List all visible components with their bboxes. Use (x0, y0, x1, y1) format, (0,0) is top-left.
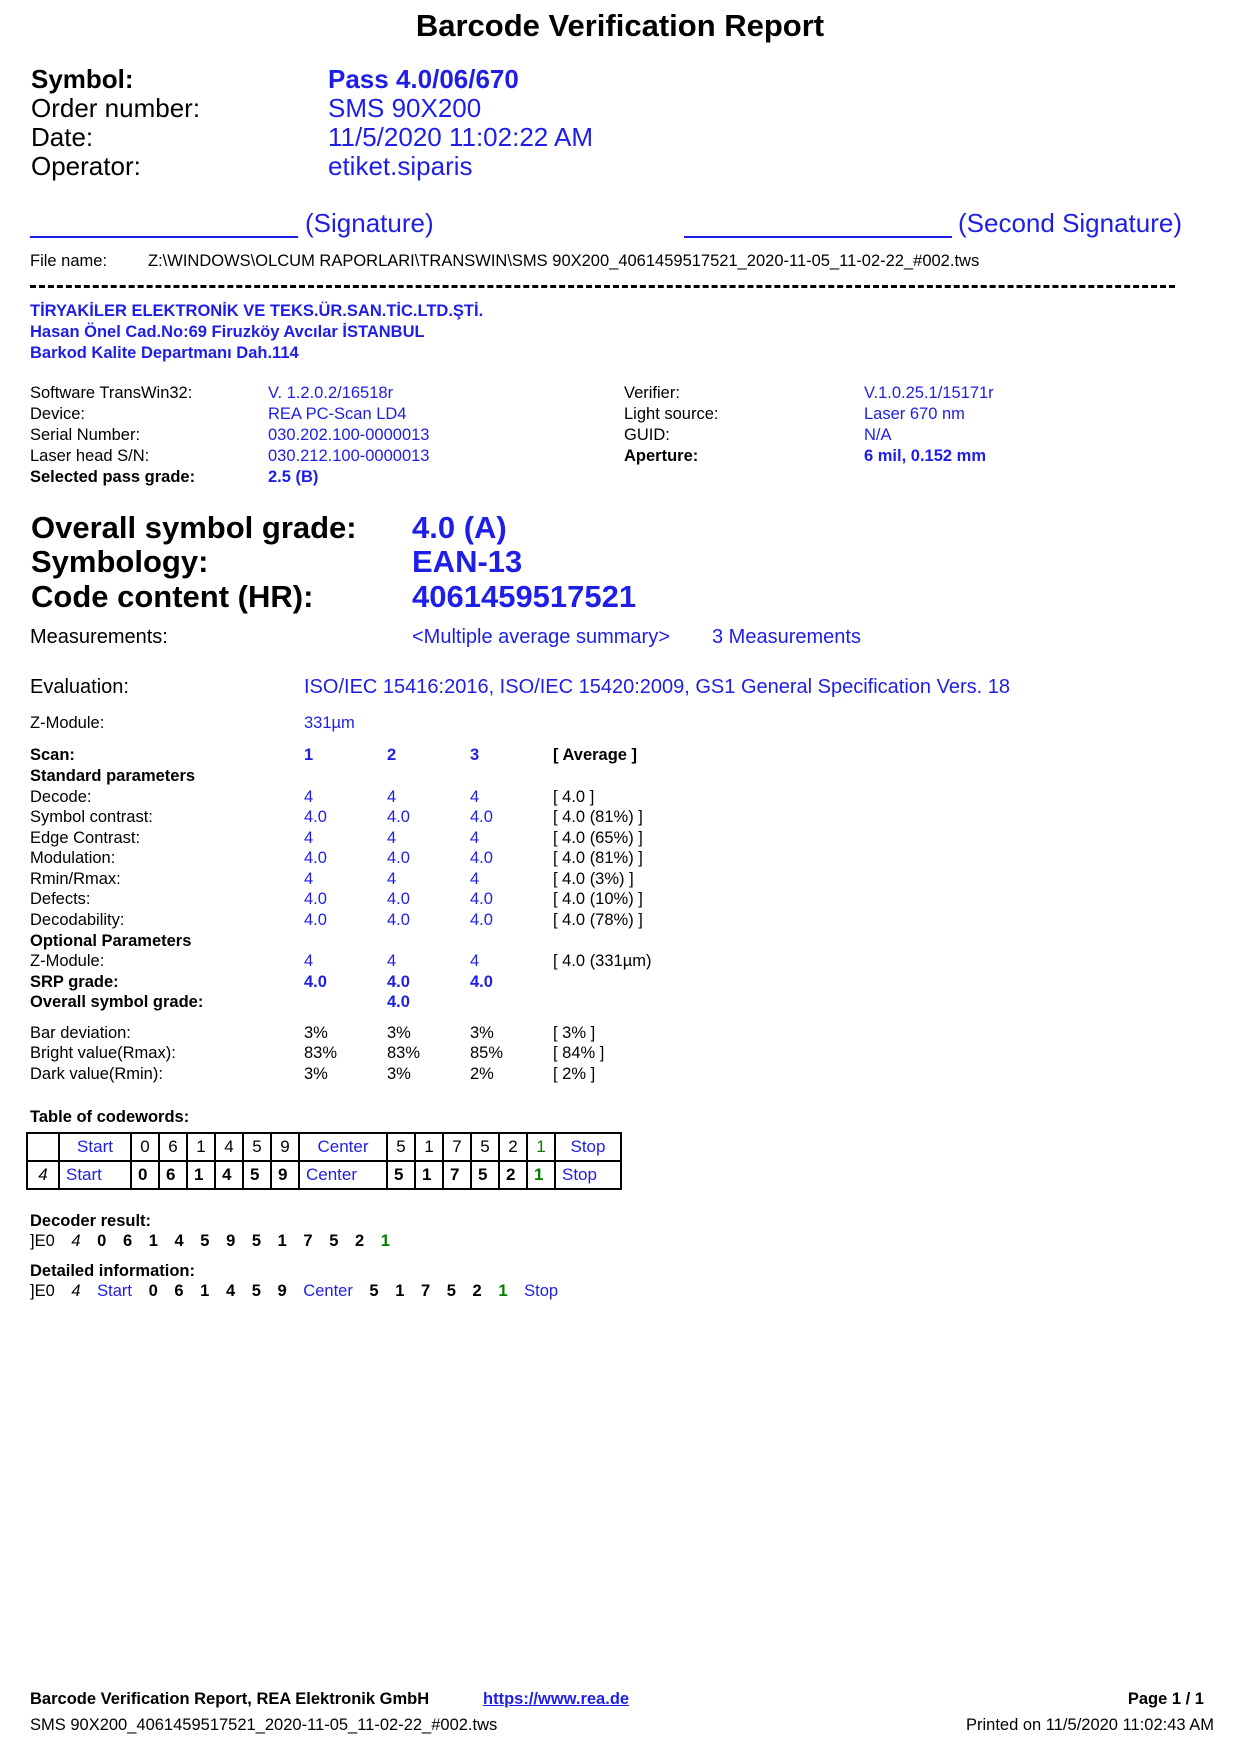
symbol-label: Symbol: (31, 64, 134, 94)
aperture-label: Aperture: (624, 447, 699, 465)
light-source-value: Laser 670 nm (864, 405, 965, 423)
modulation-average: [ 4.0 (81%) ] (553, 849, 643, 867)
srp-grade-label: SRP grade: (30, 973, 119, 991)
file-name-label: File name: (30, 252, 108, 270)
codeword-cell: 5 (471, 1161, 499, 1189)
scan-label: Scan: (30, 746, 75, 764)
decodability-scan-3: 4.0 (470, 911, 493, 929)
standard-parameters-title: Standard parameters (30, 767, 196, 785)
decodability-average: [ 4.0 (78%) ] (553, 911, 643, 929)
verifier-value: V.1.0.25.1/15171r (864, 384, 994, 402)
edge-contrast-average: [ 4.0 (65%) ] (553, 829, 643, 847)
overall-row-value: 4.0 (387, 993, 410, 1011)
detailed-info-sequence (30, 1282, 570, 1301)
srp-grade-scan-3: 4.0 (470, 973, 493, 991)
defects-scan-3: 4.0 (470, 890, 493, 908)
footer-report: Barcode Verification Report, REA Elektronik GmbH (30, 1690, 430, 1708)
symbology-label: Symbology: (31, 544, 209, 579)
software-value: V. 1.2.0.2/16518r (268, 384, 394, 402)
defects-scan-2: 4.0 (387, 890, 410, 908)
footer-printed: Printed on 11/5/2020 11:02:43 AM (966, 1716, 1214, 1734)
laser-head-label: Laser head S/N: (30, 447, 150, 465)
codeword-cell (27, 1133, 59, 1161)
symbology-value: EAN-13 (412, 544, 523, 579)
detailed-item: Center (303, 1282, 353, 1300)
guid-label: GUID: (624, 426, 670, 444)
detailed-item: 1 (498, 1282, 508, 1300)
footer-file: SMS 90X200_4061459517521_2020-11-05_11-02-22_#002.tws (30, 1716, 498, 1734)
defects-scan-1: 4.0 (304, 890, 327, 908)
decoder-item: 2 (354, 1232, 365, 1250)
codewords-row-values (27, 1161, 621, 1189)
srp-grade-scan-1: 4.0 (304, 973, 327, 991)
bright-value-scan-3: 85% (470, 1044, 504, 1062)
signature-label: (Signature) (305, 208, 434, 238)
codeword-cell: 1 (527, 1133, 555, 1161)
codeword-cell: 0 (131, 1161, 159, 1189)
serial-number-label: Serial Number: (30, 426, 141, 444)
symbol-contrast-average: [ 4.0 (81%) ] (553, 808, 643, 826)
dark-value-scan-1: 3% (304, 1065, 328, 1083)
symbol-contrast-scan-2: 4.0 (387, 808, 410, 826)
decoder-item: 4 (71, 1232, 81, 1250)
defects-average: [ 4.0 (10%) ] (553, 890, 643, 908)
modulation-scan-2: 4.0 (387, 849, 410, 867)
footer-url-link[interactable]: https://www.rea.de (483, 1690, 630, 1708)
rmin-rmax-label: Rmin/Rmax: (30, 870, 121, 888)
optional-zmodule-scan-3: 4 (470, 952, 480, 970)
codeword-cell: 7 (443, 1161, 471, 1189)
decodability-label: Decodability: (30, 911, 125, 929)
codeword-cell: 5 (387, 1133, 415, 1161)
date-value: 11/5/2020 11:02:22 AM (328, 122, 594, 152)
decoder-item: 1 (148, 1232, 158, 1250)
device-label: Device: (30, 405, 86, 423)
bright-value-scan-1: 83% (304, 1044, 338, 1062)
bright-value-scan-2: 83% (387, 1044, 421, 1062)
codewords-row-header (27, 1133, 621, 1161)
optional-zmodule-scan-2: 4 (387, 952, 397, 970)
detailed-item: 6 (174, 1282, 184, 1300)
detailed-item: 5 (251, 1282, 261, 1300)
detailed-item: Stop (524, 1282, 559, 1300)
codeword-cell: 6 (159, 1133, 187, 1161)
zmodule-label: Z-Module: (30, 714, 105, 732)
detailed-prefix: ]E0 (30, 1282, 55, 1300)
measurements-label: Measurements: (30, 626, 168, 648)
detailed-item: 9 (277, 1282, 287, 1300)
decoder-item: 5 (329, 1232, 339, 1250)
bar-deviation-label: Bar deviation: (30, 1024, 131, 1042)
decoder-item: 4 (174, 1232, 184, 1250)
symbol-contrast-scan-1: 4.0 (304, 808, 327, 826)
decodability-scan-1: 4.0 (304, 911, 327, 929)
average-header: [ Average ] (553, 746, 638, 764)
codeword-cell: 4 (215, 1133, 243, 1161)
detailed-item: 4 (225, 1282, 236, 1300)
modulation-label: Modulation: (30, 849, 116, 867)
codeword-cell: 1 (415, 1161, 443, 1189)
detailed-item: 1 (395, 1282, 405, 1300)
codeword-cell: 1 (527, 1161, 555, 1189)
dark-value-scan-2: 3% (387, 1065, 411, 1083)
decoder-result-sequence (30, 1232, 402, 1251)
symbol-contrast-label: Symbol contrast: (30, 808, 153, 826)
codeword-cell: Start (59, 1161, 131, 1189)
software-label: Software TransWin32: (30, 384, 193, 402)
evaluation-label: Evaluation: (30, 676, 129, 698)
scan-1-header: 1 (304, 746, 314, 764)
report-title: Barcode Verification Report (415, 8, 825, 43)
optional-zmodule-label: Z-Module: (30, 952, 105, 970)
overall-grade-label: Overall symbol grade: (31, 510, 357, 545)
edge-contrast-scan-3: 4 (470, 829, 480, 847)
second-signature-line (684, 236, 952, 238)
modulation-scan-3: 4.0 (470, 849, 493, 867)
detailed-item: 4 (71, 1282, 81, 1300)
decoder-item: 1 (380, 1232, 390, 1250)
file-name-value: Z:\WINDOWS\OLCUM RAPORLARI\TRANSWIN\SMS 90X200_4061459517521_2020-11-05_11-02-22_#002.tws (148, 252, 980, 270)
decoder-item: 6 (122, 1232, 133, 1250)
operator-value: etiket.siparis (328, 151, 473, 181)
modulation-scan-1: 4.0 (304, 849, 327, 867)
codeword-cell: 9 (271, 1161, 299, 1189)
codeword-cell: 4 (215, 1161, 243, 1189)
decoder-prefix: ]E0 (30, 1232, 55, 1250)
decodability-scan-2: 4.0 (387, 911, 410, 929)
serial-number-value: 030.202.100-0000013 (268, 426, 430, 444)
order-number-value: SMS 90X200 (328, 93, 482, 123)
evaluation-value: ISO/IEC 15416:2016, ISO/IEC 15420:2009, GS1 General Specification Vers. 18 (304, 676, 1010, 698)
codeword-cell: 1 (415, 1133, 443, 1161)
date-label: Date: (31, 122, 94, 152)
decode-scan-3: 4 (470, 788, 480, 806)
symbol-contrast-scan-3: 4.0 (470, 808, 493, 826)
codeword-cell: Center (299, 1161, 387, 1189)
guid-value: N/A (864, 426, 892, 444)
decoder-item: 7 (303, 1232, 313, 1250)
detailed-item: 1 (200, 1282, 210, 1300)
operator-label: Operator: (31, 151, 141, 181)
optional-parameters-title: Optional Parameters (30, 932, 192, 950)
bright-value-label: Bright value(Rmax): (30, 1044, 176, 1062)
detailed-info-title: Detailed information: (30, 1262, 196, 1280)
edge-contrast-scan-1: 4 (304, 829, 314, 847)
decode-scan-1: 4 (304, 788, 314, 806)
code-content-label: Code content (HR): (31, 579, 314, 614)
company-name: TİRYAKİLER ELEKTRONİK VE TEKS.ÜR.SAN.TİC.LTD.ŞTİ. (30, 302, 484, 320)
decoder-item: 9 (226, 1232, 236, 1250)
defects-label: Defects: (30, 890, 91, 908)
company-address: Hasan Önel Cad.No:69 Firuzköy Avcılar İSTANBUL (30, 323, 425, 341)
overall-grade-value: 4.0 (A) (412, 510, 507, 545)
decoder-item: 0 (97, 1232, 107, 1250)
optional-zmodule-scan-1: 4 (304, 952, 314, 970)
detailed-item: 0 (148, 1282, 158, 1300)
codeword-cell: 7 (443, 1133, 471, 1161)
light-source-label: Light source: (624, 405, 719, 423)
dark-value-label: Dark value(Rmin): (30, 1065, 163, 1083)
rmin-rmax-scan-3: 4 (470, 870, 480, 888)
codeword-cell: 4 (27, 1161, 59, 1189)
codeword-cell: 6 (159, 1161, 187, 1189)
codeword-cell: 2 (499, 1161, 527, 1189)
decoder-item: 1 (277, 1232, 287, 1250)
bar-deviation-scan-2: 3% (387, 1024, 411, 1042)
scan-2-header: 2 (387, 746, 397, 764)
scan-3-header: 3 (470, 746, 480, 764)
signature-line (30, 236, 298, 238)
bar-deviation-scan-3: 3% (470, 1024, 494, 1042)
decode-scan-2: 4 (387, 788, 397, 806)
codeword-cell: 5 (471, 1133, 499, 1161)
codeword-cell: 1 (187, 1133, 215, 1161)
footer-page: Page 1 / 1 (1127, 1690, 1204, 1708)
bright-value-average: [ 84% ] (553, 1044, 605, 1062)
pass-grade-label: Selected pass grade: (30, 468, 196, 486)
order-number-label: Order number: (31, 93, 201, 123)
company-department: Barkod Kalite Departmanı Dah.114 (30, 344, 299, 362)
codewords-title: Table of codewords: (30, 1108, 190, 1126)
rmin-rmax-scan-2: 4 (387, 870, 397, 888)
overall-row-label: Overall symbol grade: (30, 993, 204, 1011)
laser-head-value: 030.212.100-0000013 (268, 447, 430, 465)
decoder-item: 5 (251, 1232, 262, 1250)
verifier-label: Verifier: (624, 384, 680, 402)
codeword-cell: Start (59, 1133, 131, 1161)
decoder-result-title: Decoder result: (30, 1212, 152, 1230)
decode-average: [ 4.0 ] (553, 788, 595, 806)
rmin-rmax-scan-1: 4 (304, 870, 314, 888)
device-value: REA PC-Scan LD4 (268, 405, 407, 423)
decode-label: Decode: (30, 788, 92, 806)
codeword-cell: Stop (555, 1133, 621, 1161)
dark-value-scan-3: 2% (470, 1065, 494, 1083)
bar-deviation-average: [ 3% ] (553, 1024, 596, 1042)
detailed-item: 2 (472, 1282, 482, 1300)
decoder-item: 5 (200, 1232, 210, 1250)
codeword-cell: 0 (131, 1133, 159, 1161)
bar-deviation-scan-1: 3% (304, 1024, 328, 1042)
codeword-cell: Stop (555, 1161, 621, 1189)
codeword-cell: 1 (187, 1161, 215, 1189)
codeword-cell: 5 (387, 1161, 415, 1189)
codeword-cell: 5 (243, 1133, 271, 1161)
codeword-cell: 5 (243, 1161, 271, 1189)
detailed-item: 7 (420, 1282, 431, 1300)
srp-grade-scan-2: 4.0 (387, 973, 410, 991)
codewords-table (26, 1132, 622, 1190)
symbol-value: Pass 4.0/06/670 (328, 64, 519, 94)
codeword-cell: 2 (499, 1133, 527, 1161)
second-signature-label: (Second Signature) (958, 208, 1183, 238)
codeword-cell: Center (299, 1133, 387, 1161)
separator-line (30, 285, 1175, 288)
zmodule-value: 331µm (304, 714, 355, 732)
detailed-item: Start (97, 1282, 133, 1300)
edge-contrast-label: Edge Contrast: (30, 829, 141, 847)
measurements-count: 3 Measurements (712, 626, 861, 648)
aperture-value: 6 mil, 0.152 mm (864, 447, 986, 465)
dark-value-average: [ 2% ] (553, 1065, 596, 1083)
codeword-cell: 9 (271, 1133, 299, 1161)
detailed-item: 5 (369, 1282, 379, 1300)
pass-grade-value: 2.5 (B) (268, 468, 319, 486)
optional-zmodule-average: [ 4.0 (331µm) (553, 952, 652, 970)
code-content-value: 4061459517521 (412, 579, 637, 614)
edge-contrast-scan-2: 4 (387, 829, 397, 847)
detailed-item: 5 (446, 1282, 456, 1300)
measurements-value: <Multiple average summary> (412, 626, 670, 648)
rmin-rmax-average: [ 4.0 (3%) ] (553, 870, 634, 888)
